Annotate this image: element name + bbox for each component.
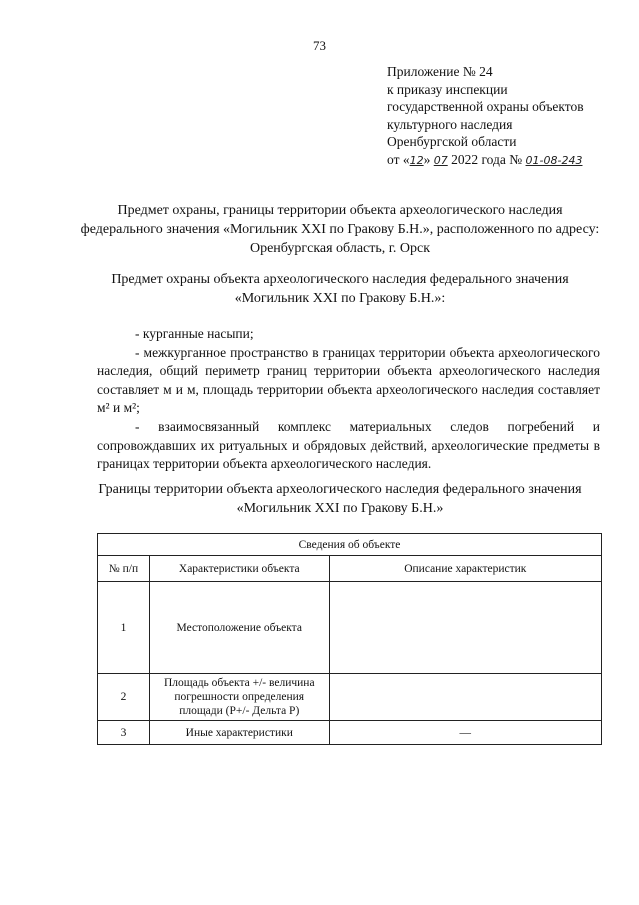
row-2-name: Площадь объекта +/- величина погрешности определения площади (Р+/- Дельта Р) bbox=[149, 674, 329, 721]
row-1-name: Местоположение объекта bbox=[149, 582, 329, 674]
borders-title: Границы территории объекта археологического наследия федерального значения «Могильник XXI по Гракову Б.Н.» bbox=[98, 482, 582, 516]
row-1-description bbox=[329, 582, 601, 674]
table-row bbox=[98, 674, 602, 721]
row-3-description: — bbox=[329, 721, 601, 745]
appendix-line-1: Приложение № 24 bbox=[387, 64, 493, 79]
row-2-number: 2 bbox=[98, 674, 150, 721]
document-title: Предмет охраны, границы территории объекта археологического наследия федерального значения «Могильник XXI по Гракову Б.Н.», расположенного по адресу: Оренбургская область, г. Орск bbox=[80, 203, 600, 256]
row-2-description bbox=[329, 674, 601, 721]
header-number: № п/п bbox=[98, 556, 150, 582]
table-caption: Сведения об объекте bbox=[98, 534, 602, 556]
subject-items bbox=[97, 325, 600, 474]
appendix-line-4: культурного наследия bbox=[387, 116, 513, 132]
date-day: 12 bbox=[409, 153, 424, 167]
row-1-number: 1 bbox=[98, 582, 150, 674]
order-number: 01-08-243 bbox=[525, 153, 583, 167]
subject-item-3: - взаимосвязанный комплекс материальных следов погребений и сопровождавших их ритуальных и обрядовых действий, археологические предметы в границах территории объекта археологического наследия. bbox=[97, 418, 600, 472]
object-info-table bbox=[97, 533, 602, 745]
date-prefix: от « bbox=[387, 151, 410, 167]
appendix-block bbox=[387, 63, 637, 169]
appendix-date-line bbox=[387, 151, 637, 170]
date-mid: » bbox=[423, 151, 434, 167]
subject-item-2: - межкурганное пространство в границах территории объекта археологического наследия, общий периметр границ территории объекта археологического наследия составляет м и м, площадь территории объекта археологического наследия составляет м² и м²; bbox=[97, 344, 600, 416]
date-year: 2022 года № bbox=[447, 151, 526, 167]
subject-title: Предмет охраны объекта археологического наследия федерального значения «Могильник XXI по Гракову Б.Н.»: bbox=[111, 272, 569, 306]
header-description: Описание характеристик bbox=[329, 556, 601, 582]
appendix-line-5: Оренбургской области bbox=[387, 134, 517, 149]
table-row bbox=[98, 582, 602, 674]
date-month: 07 bbox=[433, 153, 448, 167]
appendix-line-2: к приказу инспекции bbox=[387, 81, 508, 97]
page-number: 73 bbox=[313, 38, 326, 53]
row-3-name: Иные характеристики bbox=[149, 721, 329, 745]
table-row bbox=[98, 721, 602, 745]
subject-item-1: - курганные насыпи; bbox=[135, 326, 254, 341]
header-characteristic: Характеристики объекта bbox=[149, 556, 329, 582]
appendix-line-3: государственной охраны объектов bbox=[387, 99, 584, 114]
row-3-number: 3 bbox=[98, 721, 150, 745]
